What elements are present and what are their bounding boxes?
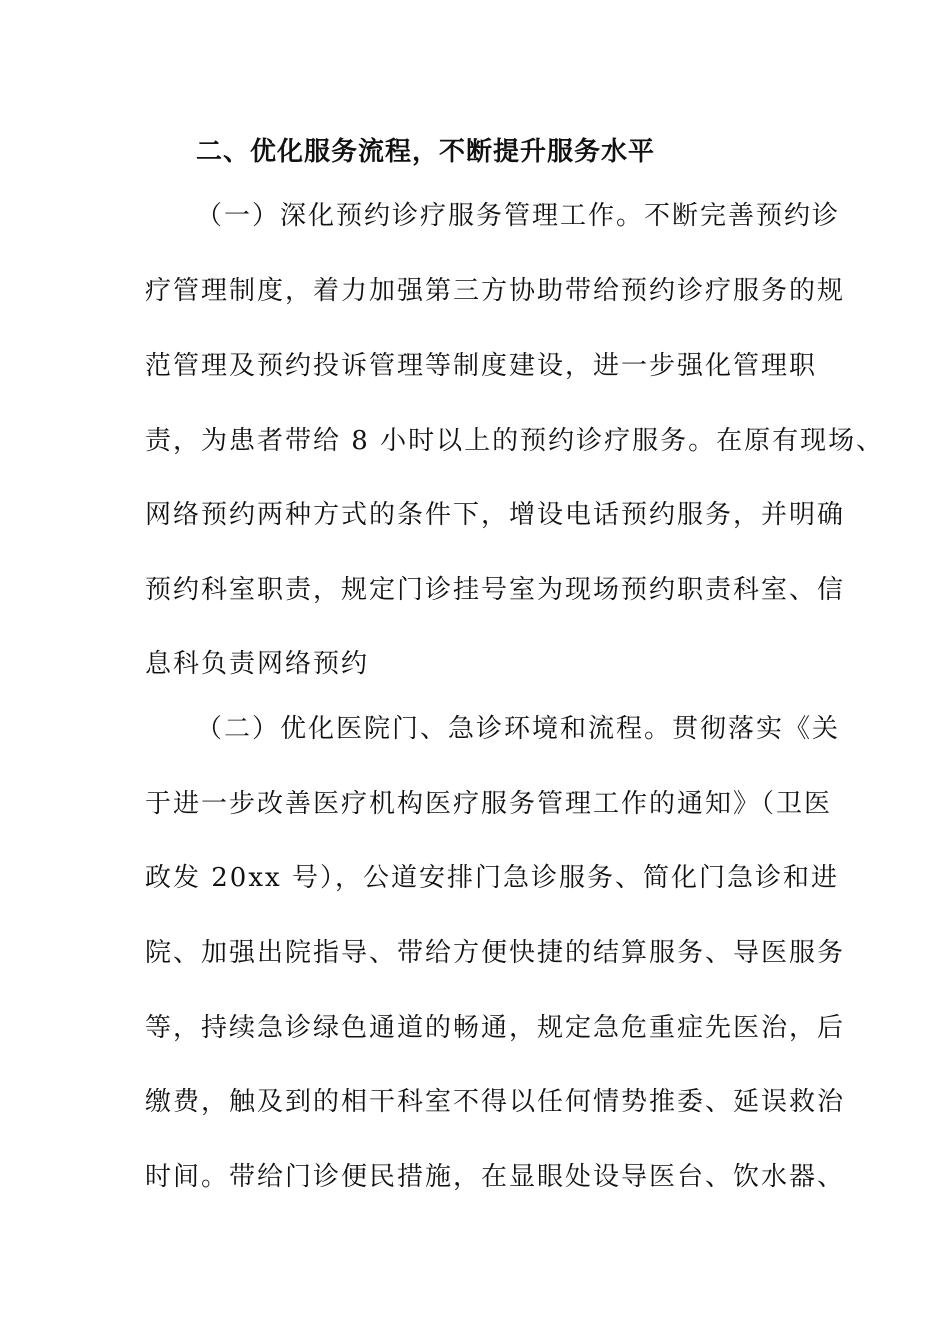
paragraph-line: 缴费，触及到的相干科室不得以任何情势推委、延误救治	[145, 1087, 846, 1117]
paragraph-line: 预约科室职责，规定门诊挂号室为现场预约职责科室、信	[145, 575, 846, 605]
paragraph-line: （一）深化预约诊疗服务管理工作。不断完善预约诊	[196, 201, 841, 231]
paragraph-line: 网络预约两种方式的条件下，增设电话预约服务，并明确	[145, 500, 846, 530]
paragraph-line: 息科负责网络预约	[145, 649, 370, 679]
section-heading: 二、优化服务流程，不断提升服务水平	[196, 137, 656, 167]
paragraph-line: 疗管理制度，着力加强第三方协助带给预约诊疗服务的规	[145, 276, 846, 306]
paragraph-line: 范管理及预约投诉管理等制度建设，进一步强化管理职	[145, 351, 818, 381]
paragraph-line: 于进一步改善医疗机构医疗服务管理工作的通知》（卫医	[145, 789, 833, 819]
paragraph-line: 政发 20xx 号），公道安排门急诊服务、简化门急诊和进	[145, 863, 839, 893]
paragraph-line: 院、加强出院指导、带给方便快捷的结算服务、导医服务	[145, 938, 846, 968]
paragraph-line: 时间。带给门诊便民措施，在显眼处设导医台、饮水器、	[145, 1162, 846, 1192]
paragraph-line: （二）优化医院门、急诊环境和流程。贯彻落实《关	[196, 714, 841, 744]
paragraph-line: 等，持续急诊绿色通道的畅通，规定急危重症先医治，后	[145, 1013, 846, 1043]
paragraph-line: 责，为患者带给 8 小时以上的预约诊疗服务。在原有现场、	[145, 426, 885, 456]
